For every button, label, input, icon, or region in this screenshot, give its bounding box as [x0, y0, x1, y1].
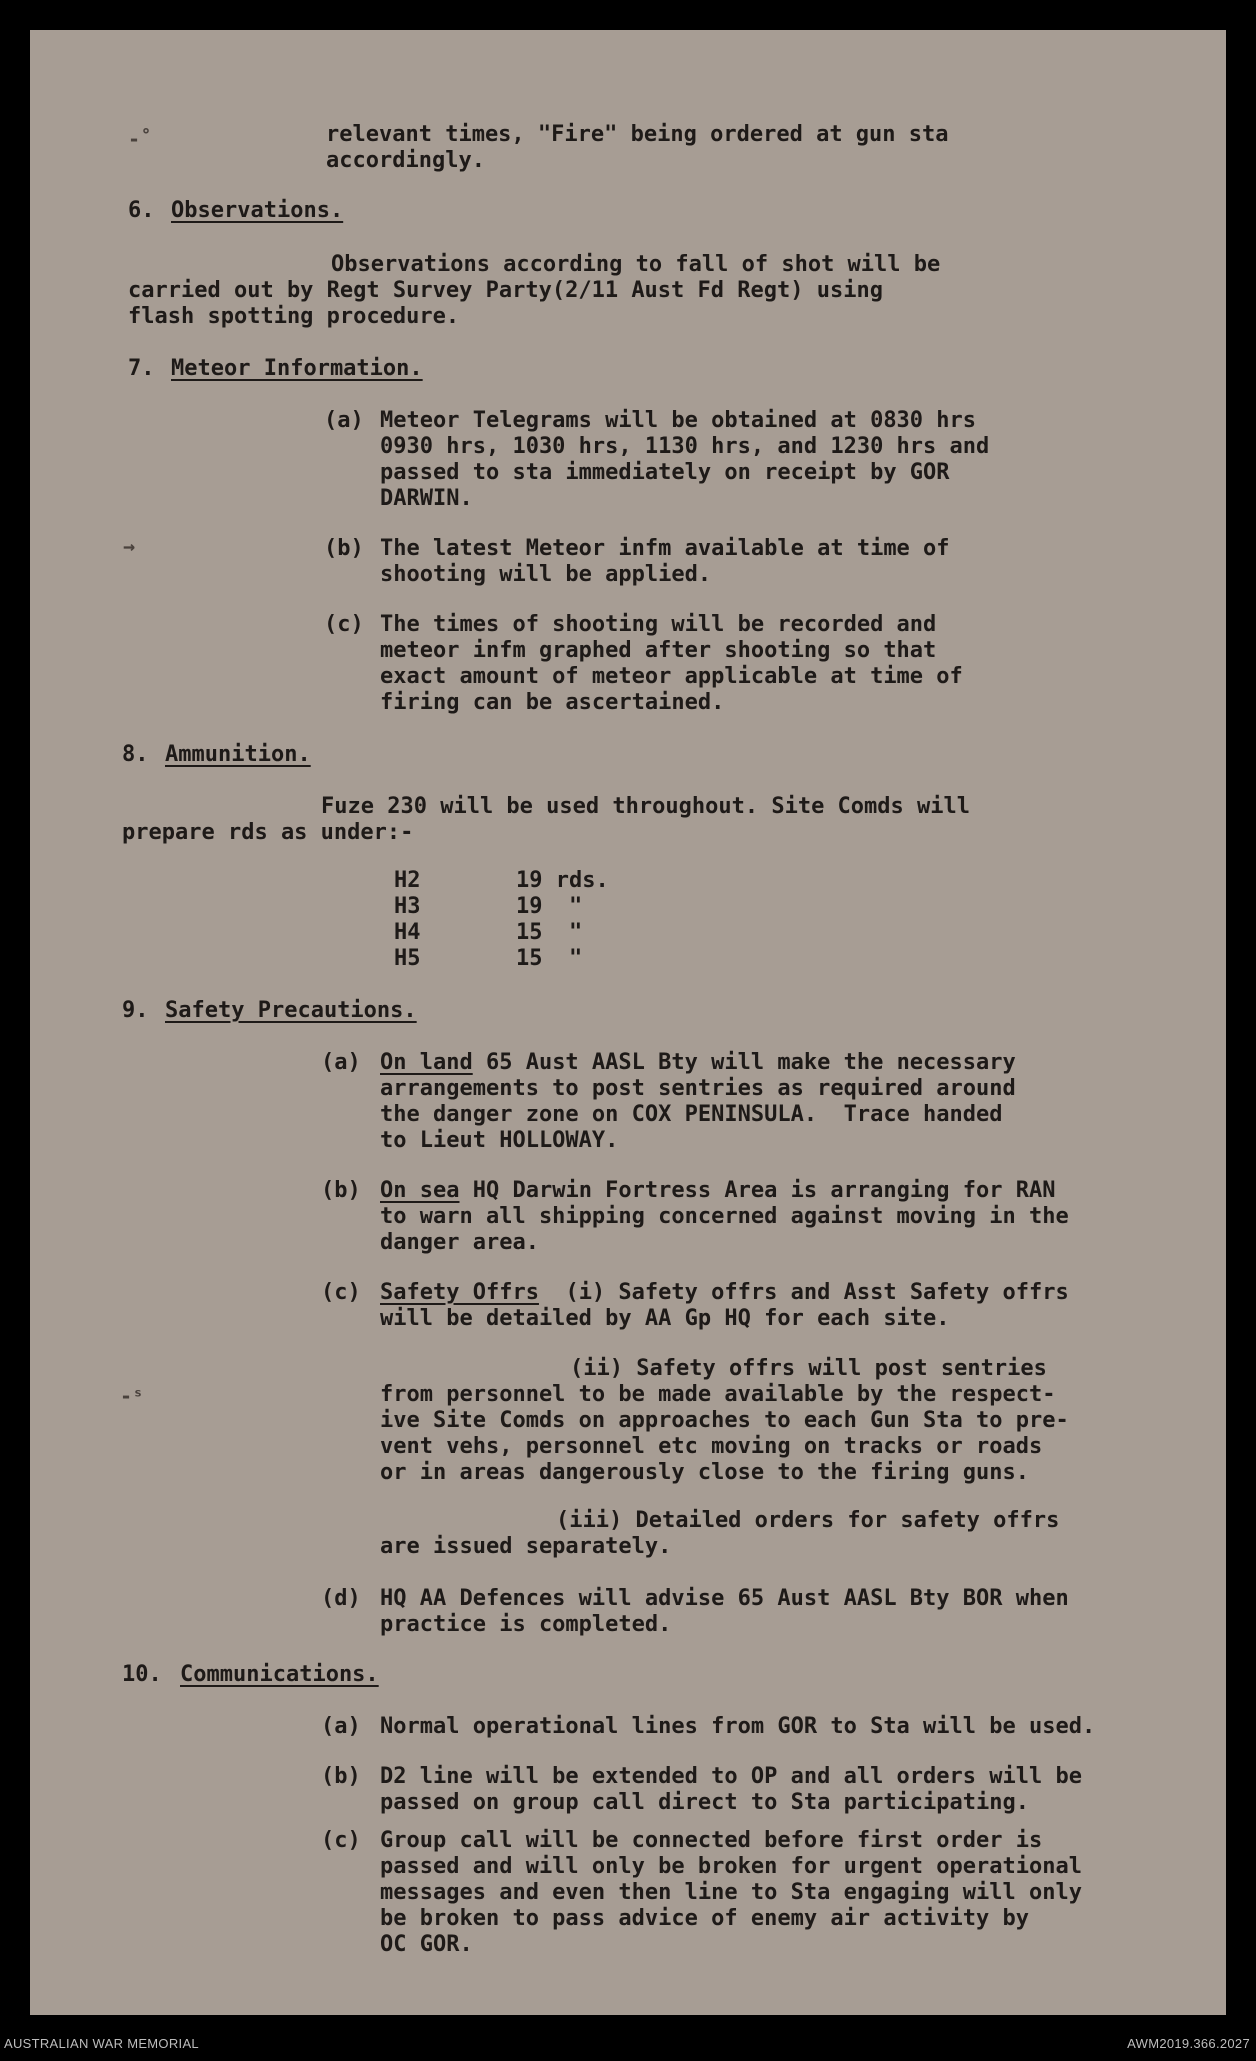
site-code: H4	[394, 920, 421, 945]
section-number: 8.	[122, 742, 149, 767]
text-line: meteor infm graphed after shooting so that	[380, 638, 937, 663]
text-line: (iii) Detailed orders for safety offrs	[556, 1508, 1060, 1533]
item-label: (a)	[321, 1714, 361, 1739]
item-label: (b)	[324, 536, 364, 561]
item-lead: Safety Offrs	[380, 1280, 539, 1305]
text-line: are issued separately.	[380, 1534, 672, 1559]
item-label: (a)	[321, 1050, 361, 1075]
item-label: (a)	[324, 408, 364, 433]
text-line: (ii) Safety offrs will post sentries	[570, 1356, 1047, 1381]
section-heading: Observations.	[171, 198, 344, 223]
text-line	[380, 1178, 1056, 1204]
text-line: shooting will be applied.	[380, 562, 712, 587]
text-line: practice is completed.	[380, 1612, 672, 1637]
margin-mark: -˚	[128, 127, 153, 151]
site-code: H2	[394, 868, 421, 893]
round-count: 15 "	[516, 920, 583, 945]
section-number: 10.	[122, 1662, 162, 1687]
item-lead: On sea	[380, 1178, 460, 1203]
item-label: (b)	[321, 1178, 361, 1203]
text-line: passed to sta immediately on receipt by GOR	[380, 460, 950, 485]
text-line: HQ AA Defences will advise 65 Aust AASL Bty BOR when	[380, 1586, 1069, 1611]
item-text: 65 Aust AASL Bty will make the necessary	[472, 1050, 1016, 1075]
text-line: to Lieut HOLLOWAY.	[380, 1128, 619, 1153]
section-number: 6.	[128, 198, 155, 223]
text-line: Normal operational lines from GOR to Sta will be used.	[380, 1714, 1096, 1739]
text-line: Group call will be connected before first order is	[380, 1828, 1043, 1853]
text-line: ive Site Comds on approaches to each Gun Sta to pre-	[380, 1408, 1069, 1433]
item-text: HQ Darwin Fortress Area is arranging for RAN	[459, 1178, 1056, 1203]
item-label: (b)	[321, 1764, 361, 1789]
text-line: D2 line will be extended to OP and all orders will be	[380, 1764, 1082, 1789]
text-line: to warn all shipping concerned against moving in the	[380, 1204, 1069, 1229]
text-line: Observations according to fall of shot will be	[331, 252, 941, 277]
text-line: passed and will only be broken for urgent operational	[380, 1854, 1082, 1879]
section-heading: Ammunition.	[165, 742, 311, 767]
text-line: Meteor Telegrams will be obtained at 0830 hrs	[380, 408, 977, 433]
item-label: (c)	[321, 1280, 361, 1305]
margin-mark: →	[123, 534, 136, 558]
text-line: be broken to pass advice of enemy air activity by	[380, 1906, 1030, 1931]
text-line: Fuze 230 will be used throughout. Site Comds will	[321, 794, 971, 819]
round-count: 15 "	[516, 946, 583, 971]
text-line: DARWIN.	[380, 486, 473, 511]
section-number: 9.	[122, 998, 149, 1023]
text-line: The latest Meteor infm available at time of	[380, 536, 950, 561]
text-line: will be detailed by AA Gp HQ for each site.	[380, 1306, 950, 1331]
item-label: (c)	[324, 612, 364, 637]
document-body	[30, 30, 1226, 2015]
text-line	[380, 1280, 1069, 1306]
text-line	[380, 1050, 1016, 1076]
text-line: passed on group call direct to Sta participating.	[380, 1790, 1030, 1815]
site-code: H5	[394, 946, 421, 971]
text-line: exact amount of meteor applicable at time of	[380, 664, 963, 689]
section-heading: Communications.	[180, 1662, 379, 1687]
text-line: 0930 hrs, 1030 hrs, 1130 hrs, and 1230 hrs and	[380, 434, 990, 459]
section-number: 7.	[128, 356, 155, 381]
round-count: 19 rds.	[516, 868, 609, 893]
text-line: danger area.	[380, 1230, 539, 1255]
text-line: vent vehs, personnel etc moving on tracks or roads	[380, 1434, 1043, 1459]
section-heading: Meteor Information.	[171, 356, 423, 381]
text-line: flash spotting procedure.	[128, 304, 460, 329]
site-code: H3	[394, 894, 421, 919]
text-line: firing can be ascertained.	[380, 690, 725, 715]
round-count: 19 "	[516, 894, 583, 919]
text-line: OC GOR.	[380, 1932, 473, 1957]
item-text: (i) Safety offrs and Asst Safety offrs	[538, 1280, 1069, 1305]
footer-credit: AUSTRALIAN WAR MEMORIAL	[4, 2036, 199, 2051]
text-line: carried out by Regt Survey Party(2/11 Aust Fd Regt) using	[128, 278, 883, 303]
footer-accession: AWM2019.366.2027	[1127, 2036, 1250, 2051]
text-line: prepare rds as under:-	[122, 820, 414, 845]
text-line: arrangements to post sentries as required around	[380, 1076, 1016, 1101]
text-line: accordingly.	[326, 148, 485, 173]
section-heading: Safety Precautions.	[165, 998, 417, 1023]
item-label: (d)	[321, 1586, 361, 1611]
item-label: (c)	[321, 1828, 361, 1853]
margin-mark: -ˢ	[120, 1384, 145, 1408]
document-page	[30, 30, 1226, 2015]
text-line: The times of shooting will be recorded and	[380, 612, 937, 637]
text-line: relevant times, "Fire" being ordered at gun sta	[326, 122, 949, 147]
text-line: or in areas dangerously close to the firing guns.	[380, 1460, 1030, 1485]
text-line: from personnel to be made available by the respect-	[380, 1382, 1056, 1407]
text-line: messages and even then line to Sta engaging will only	[380, 1880, 1082, 1905]
text-line: the danger zone on COX PENINSULA. Trace handed	[380, 1102, 1003, 1127]
item-lead: On land	[380, 1050, 473, 1075]
